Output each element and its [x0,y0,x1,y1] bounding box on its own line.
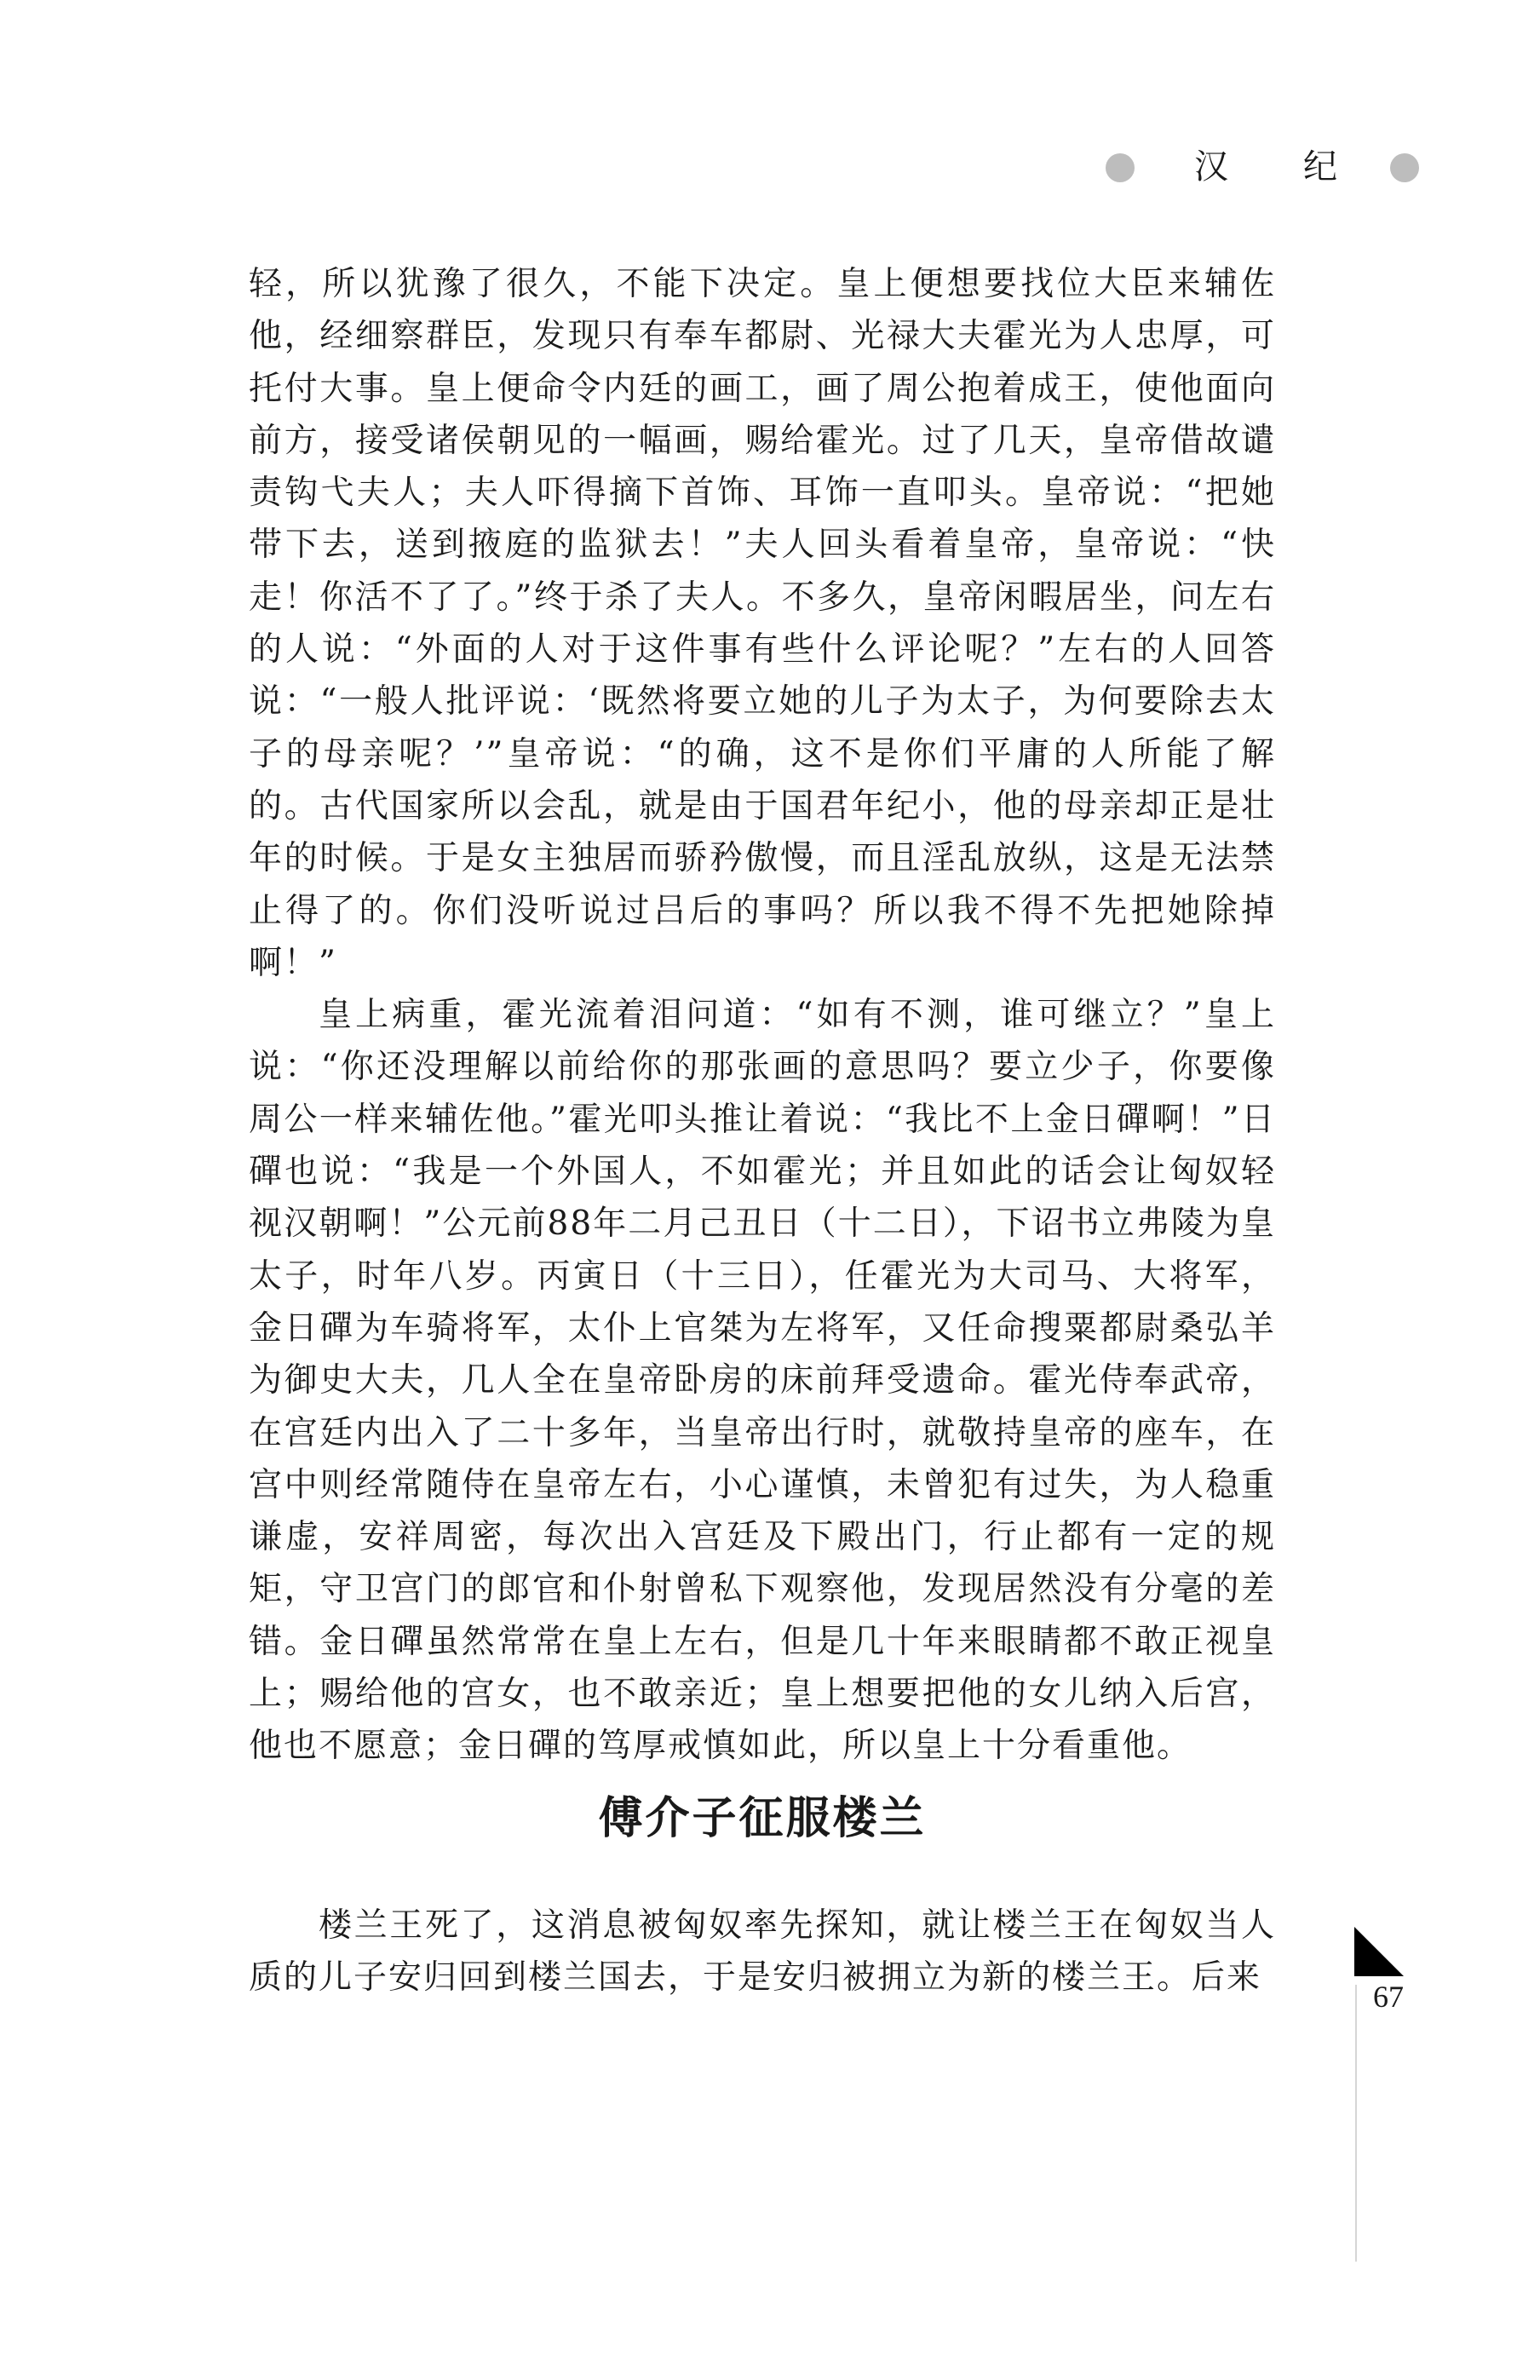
header-char-2: 纪 [1303,147,1337,187]
corner-triangle-icon [1354,1927,1404,1976]
paragraph-2: 皇上病重，霍光流着泪问道：“如有不测，谁可继立？”皇上说：“你还没理解以前给你的那张画的意思吗？要立少子，你要像周公一样来辅佐他。”霍光叩头推让着说：“我比不上金日磾啊！”日磾也说：“我是一个外国人，不如霍光；并且如此的话会让匈奴轻视汉朝啊！”公元前88年二月己丑日（十二日），下诏书立弗陵为皇太子，时年八岁。丙寅日（十三日），任霍光为大司马、大将军，金日磾为车骑将军，太仆上官桀为左将军，又任命搜粟都尉桑弘羊为御史大夫，几人全在皇帝卧房的床前拜受遗命。霍光侍奉武帝，在宫廷内出入了二十多年，当皇帝出行时，就敬持皇帝的座车，在宫中则经常随侍在皇帝左右，小心谨慎，未曾犯有过失，为人稳重谦虚，安祥周密，每次出入宫廷及下殿出门，行止都有一定的规矩，守卫宫门的郎官和仆射曾私下观察他，发现居然没有分毫的差错。金日磾虽然常常在皇上左右，但是几十年来眼睛都不敢正视皇上；赐给他的宫女，也不敢亲近；皇上想要把他的女儿纳入后宫，他也不愿意；金日磾的笃厚戒慎如此，所以皇上十分看重他。 [249,996,1276,1766]
paragraph-1: 轻，所以犹豫了很久，不能下决定。皇上便想要找位大臣来辅佐他，经细察群臣，发现只有奉车都尉、光禄大夫霍光为人忠厚，可托付大事。皇上便命令内廷的画工，画了周公抱着成王，使他面向前方，接受诸侯朝见的一幅画，赐给霍光。过了几天，皇帝借故谴责钩弋夫人；夫人吓得摘下首饰、耳饰一直叩头。皇帝说：“把她带下去，送到掖庭的监狱去！”夫人回头看着皇帝，皇帝说：“快走！你活不了了。”终于杀了夫人。不多久，皇帝闲暇居坐，问左右的人说：“外面的人对于这件事有些什么评论呢？”左右的人回答说：“一般人批评说：‘既然将要立她的儿子为太子，为何要除去太子的母亲呢？’”皇帝说：“的确，这不是你们平庸的人所能了解的。古代国家所以会乱，就是由于国君年纪小，他的母亲却正是壮年的时候。于是女主独居而骄矜傲慢，而且淫乱放纵，这是无法禁止得了的。你们没听说过吕后的事吗？所以我不得不先把她除掉啊！” [249,265,1276,982]
main-text [249,258,1276,1773]
header-dot-right [1390,153,1419,182]
margin-rule [1355,1985,1357,2262]
section-title: 傅介子征服楼兰 [598,1793,927,1844]
section-text [249,1900,1276,2004]
page-number: 67 [1373,1980,1404,2014]
header-dot-left [1106,153,1135,182]
running-header [1106,143,1421,194]
section-paragraph: 楼兰王死了，这消息被匈奴率先探知，就让楼兰王在匈奴当人质的儿子安归回到楼兰国去，于是安归被拥立为新的楼兰王。后来 [249,1906,1276,1998]
header-char-1: 汉 [1194,147,1228,187]
